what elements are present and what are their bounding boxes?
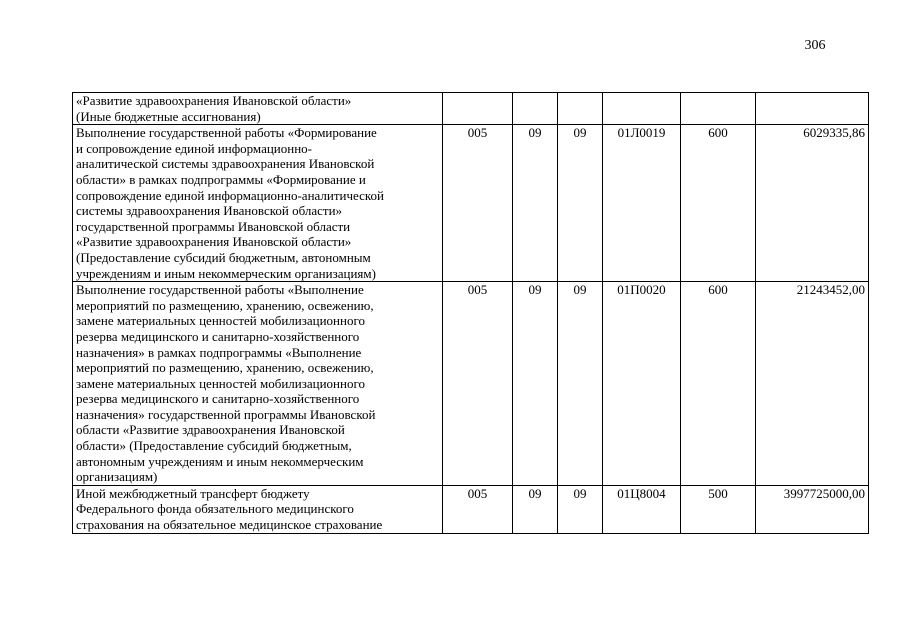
table-row: [73, 282, 869, 486]
description-line: автономным учреждениям и иным некоммерческим: [76, 453, 364, 469]
description-line: области «Развитие здравоохранения Ивановской: [76, 422, 345, 438]
description-line: Выполнение государственной работы «Формирование: [76, 125, 377, 141]
description-line: резерва медицинского и санитарно-хозяйственного: [76, 391, 360, 407]
table-row: [73, 485, 869, 533]
expense-type-cell: 500: [681, 485, 756, 533]
description-line: (Предоставление субсидий бюджетным, автономным: [76, 249, 371, 265]
description-line: замене материальных ценностей мобилизационного: [76, 375, 365, 391]
description-line: страхования на обязательное медицинское страхование: [76, 517, 383, 533]
description-line: Иной межбюджетный трансферт бюджету: [76, 485, 310, 501]
description-line: сопровождение единой информационно-аналитической: [76, 187, 385, 203]
description-line: государственной программы Ивановской области: [76, 218, 351, 234]
description-cell: [73, 125, 443, 282]
subsection-code-cell: 09: [558, 125, 603, 282]
description-line: резерва медицинского и санитарно-хозяйственного: [76, 328, 360, 344]
description-line: назначения» государственной программы Ивановской: [76, 406, 376, 422]
description-line: (Иные бюджетные ассигнования): [76, 108, 261, 124]
description-line: аналитической системы здравоохранения Ивановской: [76, 156, 375, 172]
expense-type-cell: [681, 93, 756, 125]
description-cell: [73, 93, 443, 125]
subsection-code-cell: 09: [558, 282, 603, 486]
amount-cell: 21243452,00: [756, 282, 869, 486]
amount-cell: 6029335,86: [756, 125, 869, 282]
description-cell: [73, 485, 443, 533]
description-line: мероприятий по размещению, хранению, освежению,: [76, 360, 374, 376]
target-article-cell: 01Ц8004: [603, 485, 681, 533]
description-line: области» в рамках подпрограммы «Формирование и: [76, 171, 366, 187]
description-line: области» (Предоставление субсидий бюджетным,: [76, 438, 352, 454]
table-row: [73, 93, 869, 125]
ministry-code-cell: 005: [443, 485, 513, 533]
description-line: Федерального фонда обязательного медицинского: [76, 501, 354, 517]
description-line: замене материальных ценностей мобилизационного: [76, 313, 365, 329]
ministry-code-cell: 005: [443, 282, 513, 486]
table-row: [73, 125, 869, 282]
expense-type-cell: 600: [681, 125, 756, 282]
budget-table-body: [73, 93, 869, 534]
description-line: «Развитие здравоохранения Ивановской области»: [76, 93, 352, 108]
description-line: «Развитие здравоохранения Ивановской области»: [76, 234, 352, 250]
amount-cell: 3997725000,00: [756, 485, 869, 533]
description-line: учреждениям и иным некоммерческим организациям): [76, 265, 376, 281]
description-line: и сопровождение единой информационно-: [76, 140, 312, 156]
description-line: мероприятий по размещению, хранению, освежению,: [76, 297, 374, 313]
section-code-cell: [513, 93, 558, 125]
subsection-code-cell: 09: [558, 485, 603, 533]
section-code-cell: 09: [513, 125, 558, 282]
description-line: назначения» в рамках подпрограммы «Выполнение: [76, 344, 362, 360]
amount-cell: [756, 93, 869, 125]
ministry-code-cell: [443, 93, 513, 125]
description-line: системы здравоохранения Ивановской области»: [76, 203, 343, 219]
target-article-cell: 01П0020: [603, 282, 681, 486]
description-cell: [73, 282, 443, 486]
ministry-code-cell: 005: [443, 125, 513, 282]
description-line: Выполнение государственной работы «Выполнение: [76, 282, 364, 298]
budget-table: [72, 92, 869, 534]
subsection-code-cell: [558, 93, 603, 125]
target-article-cell: 01Л0019: [603, 125, 681, 282]
section-code-cell: 09: [513, 485, 558, 533]
description-line: организациям): [76, 469, 158, 485]
expense-type-cell: 600: [681, 282, 756, 486]
section-code-cell: 09: [513, 282, 558, 486]
page-number: 306: [804, 38, 826, 53]
target-article-cell: [603, 93, 681, 125]
